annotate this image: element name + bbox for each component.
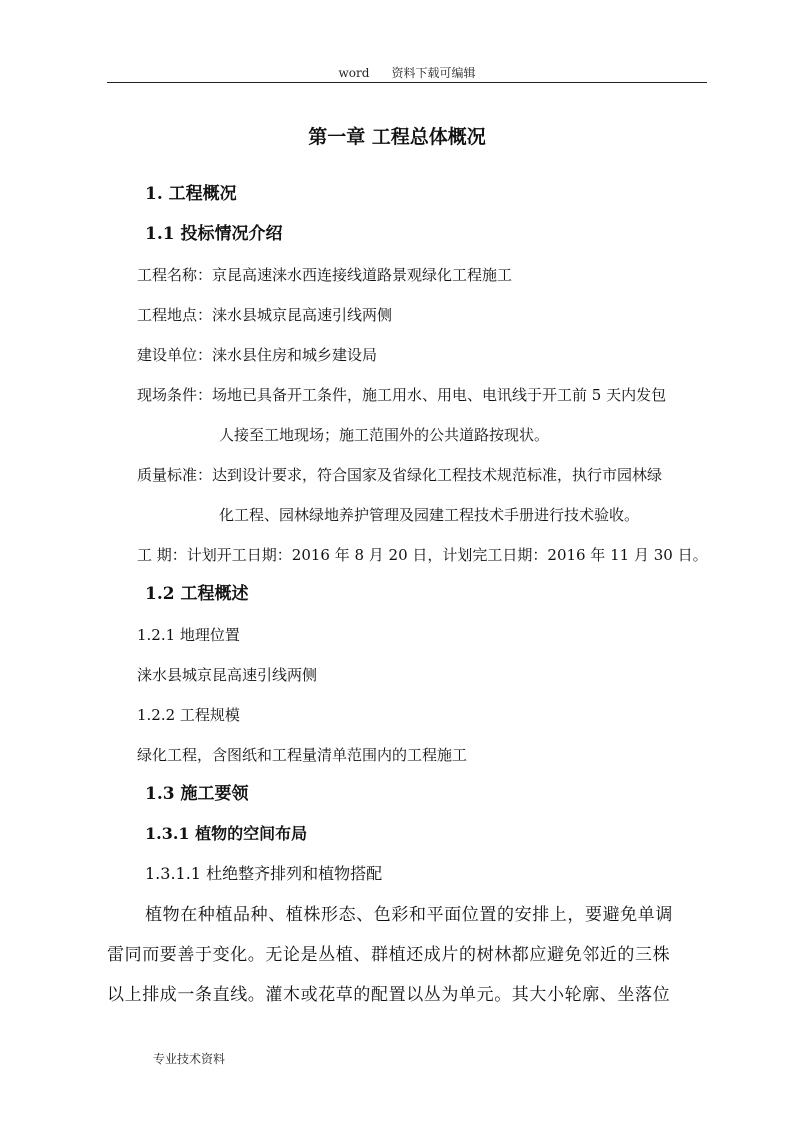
page-footer: 专业技术资料 <box>153 1052 226 1066</box>
heading-1-3: 1.3 施工要领 <box>145 784 249 804</box>
project-name: 工程名称：京昆高速涞水西连接线道路景观绿化工程施工 <box>137 266 513 284</box>
header-right-text: 资料下载可编辑 <box>391 66 476 80</box>
heading-1-2: 1.2 工程概述 <box>145 584 249 604</box>
site-conditions-line-2: 人接至工地现场；施工范围外的公共道路按现状。 <box>219 426 550 444</box>
quality-line-1: 质量标准：达到设计要求，符合国家及省绿化工程技术规范标准，执行市园林绿 <box>137 466 663 484</box>
heading-1-3-1: 1.3.1 植物的空间布局 <box>145 824 308 843</box>
chapter-title: 第一章 工程总体概况 <box>308 126 486 148</box>
heading-1-3-1-1: 1.3.1.1 杜绝整齐排列和植物搭配 <box>145 864 383 883</box>
heading-1: 1. 工程概况 <box>145 184 237 204</box>
client: 建设单位：涞水县住房和城乡建设局 <box>137 346 378 364</box>
page-header <box>107 64 707 82</box>
header-rule <box>107 82 707 83</box>
heading-1-2-1: 1.2.1 地理位置 <box>137 626 240 644</box>
heading-1-2-2: 1.2.2 工程规模 <box>137 706 240 724</box>
schedule: 工 期：计划开工日期：2016 年 8 月 20 日，计划完工日期：2016 年 11 月 30 日。 <box>137 546 708 564</box>
paragraph-line-3: 以上排成一条直线。灌木或花草的配置以丛为单元。其大小轮廓、坐落位 <box>107 985 671 1005</box>
location-text: 涞水县城京昆高速引线两侧 <box>137 666 318 684</box>
project-location: 工程地点：涞水县城京昆高速引线两侧 <box>137 306 393 324</box>
scale-text: 绿化工程，含图纸和工程量清单范围内的工程施工 <box>137 746 468 764</box>
header-left-text: word <box>338 66 370 80</box>
heading-1-1: 1.1 投标情况介绍 <box>145 224 283 244</box>
paragraph-line-1: 植物在种植品种、植株形态、色彩和平面位置的安排上，要避免单调 <box>145 905 673 925</box>
paragraph-line-2: 雷同而要善于变化。无论是丛植、群植还成片的树林都应避免邻近的三株 <box>107 945 671 965</box>
quality-line-2: 化工程、园林绿地养护管理及园建工程技术手册进行技术验收。 <box>219 506 640 524</box>
site-conditions-line-1: 现场条件：场地已具备开工条件，施工用水、用电、电讯线于开工前 5 天内发包 <box>137 386 667 404</box>
